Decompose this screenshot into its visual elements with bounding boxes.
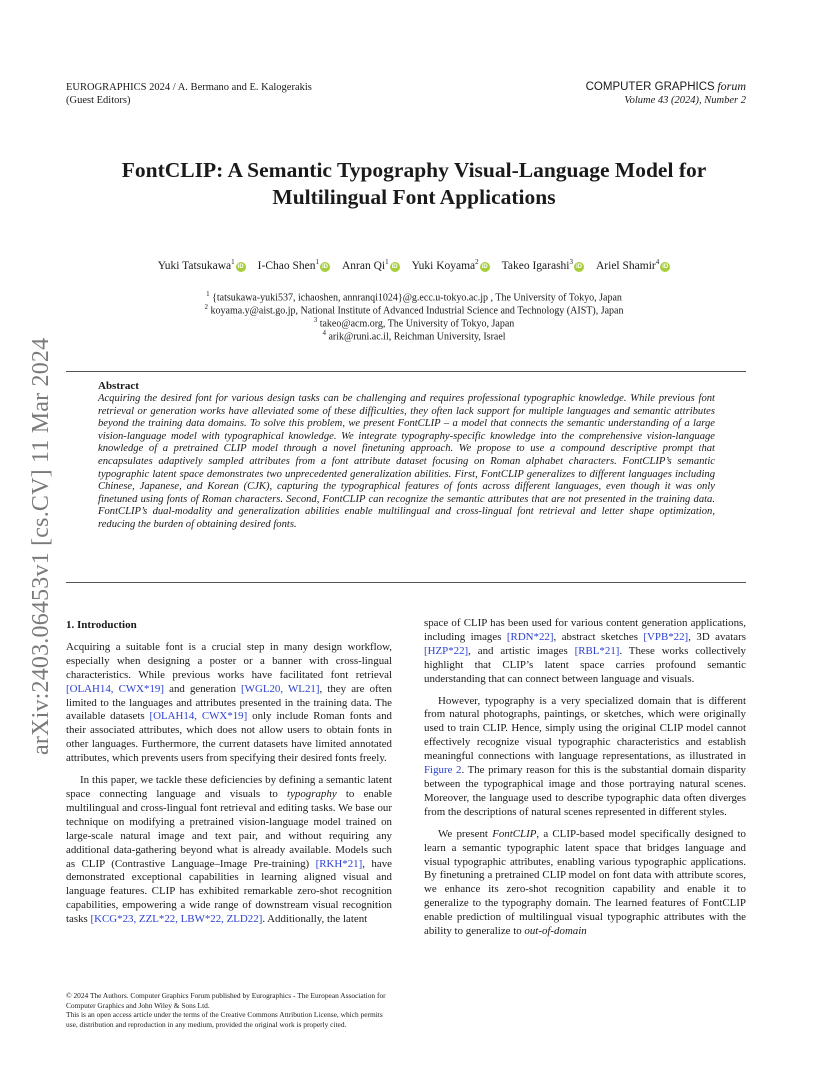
intro-paragraph-3 [424,617,746,687]
body-text: , and artistic images [468,644,575,657]
copyright-footnote [66,991,392,1029]
intro-paragraph-5 [424,828,746,939]
orcid-icon[interactable]: iD [481,263,488,270]
author [258,260,330,272]
volume-line: Volume 43 (2024), Number 2 [624,95,746,106]
affiliation-number: 4 [322,329,326,337]
author [158,260,246,272]
citation-link[interactable]: [KCG*23, ZZL*22, LBW*22, ZLD22] [90,913,263,926]
author-name: I-Chao Shen [257,259,316,272]
citation-link[interactable]: [OLAH14, CWX*19] [66,682,164,695]
body-text: , they are often limited to the languages and attributes presented in the training data. The available datasets [66,682,392,723]
body-text: . The primary reason for this is the substantial domain disparity between the typographical image and those portraying natural scenes. Moreover, the language used to describe typographic data often diverges from the descriptions of natural scenes represented in different styles. [424,764,746,818]
citation-link[interactable]: [WGL20, WL21] [241,682,320,695]
body-text: , abstract sketches [553,630,644,643]
body-text: , have demonstrated exceptional capabilities in learning aligned visual and language features. CLIP has exhibited remarkable zero-shot recognition capabilities, empowering a wide range of downstream visual recognition tasks [66,857,392,926]
emphasized-text: typography [287,787,337,800]
body-text: Acquiring a suitable font is a crucial step in many design workflow, especially when designing a poster or a banner with cross-lingual characteristics. While previous works have facilitated font retrieval [66,640,392,681]
affiliation-number: 3 [313,316,318,324]
author [596,260,670,272]
body-text: space of CLIP has been used for various content generation applications, including images [424,617,746,643]
journal-name: COMPUTER GRAPHICS forum [585,79,746,93]
arxiv-identifier: arXiv:2403.06453v1 [cs.CV] 11 Mar 2024 [28,337,54,755]
abstract-top-rule [66,371,746,372]
citation-link[interactable]: Figure 2 [424,764,462,777]
author-name: Yuki Koyama [411,259,476,272]
affiliation-line [60,327,768,343]
running-header-right [586,80,746,107]
orcid-icon[interactable]: iD [662,263,669,270]
arxiv-side-stamp [26,285,52,755]
intro-paragraph-1 [66,641,392,766]
body-text: . These works collectively highlight that CLIP’s latent space carries profound semantic understanding that can connect between language and visuals. [424,644,746,685]
body-text: . Additionally, the latent [262,913,368,926]
intro-paragraph-2 [66,774,392,927]
body-text: , 3D avatars [688,630,746,643]
affiliation-marker: 2 [475,258,479,266]
body-text: to enable multilingual and cross-lingual font retrieval and editing tasks. We base our technique on modifying a pretrained vision-language model trained on large-scale natural image and text pair, and without requiring any additional data-gathering beyond what is already available. Models such as CLIP (Contrastive Language–Image Pre-training) [66,787,392,870]
license-line: This is an open access article under the terms of the Creative Commons Attribution License, which permits use, distribution and reproduction in any medium, provided the original work is properly cited. [66,1010,383,1029]
paper-title: FontCLIP: A Semantic Typography Visual-Language Model for Multilingual Font Applications [121,158,707,209]
affiliation-text: {tatsukawa-yuki537, ichaoshen, annranqi1024}@g.ecc.u-tokyo.ac.jp , The University of Tokyo, Japan [209,292,622,304]
right-column [424,617,746,947]
affiliation-marker: 1 [315,258,319,266]
citation-link[interactable]: [OLAH14, CWX*19] [149,710,248,723]
affiliation-text: arik@runi.ac.il, Reichman University, Israel [325,331,506,343]
conference-line: EUROGRAPHICS 2024 / A. Bermano and E. Kalogerakis [66,82,312,93]
emphasized-text: FontCLIP [492,827,537,840]
affiliation-marker: 3 [569,258,573,266]
author-name: Yuki Tatsukawa [157,259,232,272]
affiliation-marker: 1 [385,258,389,266]
affiliation-marker: 1 [231,258,235,266]
author-name: Ariel Shamir [596,259,656,272]
orcid-icon[interactable]: iD [321,263,328,270]
abstract-bottom-rule [66,582,746,583]
body-text: In this paper, we tackle these deficiencies by defining a semantic latent space connecting language and visuals to [66,774,392,800]
abstract-text: Acquiring the desired font for various design tasks can be challenging and requires professional typographic knowledge. While previous font retrieval or generation works have alleviated some of these difficulties, they often lack support for multiple languages and semantic attributes beyond the training data domains. To solve this problem, we present FontCLIP – a model that connects the semantic understanding of a large vision-language model with typographical knowledge. We integrate typography-specific knowledge into the comprehensive vision-language knowledge of a pretrained CLIP model through a novel finetuning approach. We propose to use a compound descriptive prompt that encapsulates adaptively sampled attributes from a font attribute dataset focusing on Roman alphabet characters. FontCLIP’s semantic typographic latent space demonstrates two unprecedented generalization abilities. First, FontCLIP generalizes to different languages including Chinese, Japanese, and Korean (CJK), capturing the typographical features of fonts across different languages, even though it was only finetuned using fonts of Roman characters. Second, FontCLIP can recognize the semantic attributes that are not presented in the training data. FontCLIP’s dual-modality and generalization abilities enable multilingual and cross-lingual font retrieval and letter shape optimization, reducing the burden of obtaining desired fonts. [98,393,715,530]
citation-link[interactable]: [RKH*21] [315,857,363,870]
affiliation-marker: 4 [655,258,660,266]
body-text: , a CLIP-based model specifically designed to learn a semantic typographic latent space that bridges language and visual typographic attributes, enabling various typographic applications. By finetuning a pretrained CLIP model on font data with attribute scores, we enhance its zero-shot recognition capability and enable it to generalize to the typography domain. The learned features of FontCLIP enable prediction of multilingual visual typographic attributes with the ability to generalize to [424,827,747,938]
author [412,260,490,272]
orcid-icon[interactable]: iD [391,263,398,270]
affiliation-text: takeo@acm.org, The University of Tokyo, Japan [317,318,515,330]
abstract-heading: Abstract [98,380,139,392]
author [502,260,584,272]
author-list [60,258,768,272]
citation-link[interactable]: [RBL*21] [574,644,620,657]
author [342,260,400,272]
affiliation-text: koyama.y@aist.go.jp, National Institute of Advanced Industrial Science and Technology (AIST), Japan [208,305,624,317]
orcid-icon[interactable]: iD [576,263,582,270]
left-column [66,619,392,935]
intro-paragraph-4 [424,695,746,820]
running-header-left [66,81,312,107]
author-name: Anran Qi [341,259,386,272]
citation-link[interactable]: [VPB*22] [643,630,689,643]
author-name: Takeo Igarashi [501,259,570,272]
citation-link[interactable]: [RDN*22] [506,630,554,643]
body-text: only include Roman fonts and their associated attributes, which does not allow users to obtain fonts in other languages. Furthermore, the current datasets have limited annotated attributes, which prevents users from specifying their desired fonts freely. [66,710,392,765]
body-text: We present [438,827,493,840]
copyright-line: © 2024 The Authors. Computer Graphics Forum published by Eurographics - The European Association for Computer Graphics and John Wiley & Sons Ltd. [66,991,386,1010]
affiliation-number: 2 [204,303,209,311]
section-heading: 1. Introduction [66,619,137,631]
citation-link[interactable]: [HZP*22] [424,644,469,657]
body-text: However, typography is a very specialized domain that is different from natural photographs, paintings, or sketches, which were originally used to train CLIP. Hence, simply using the original CLIP model cannot effectively recognize visual typographic characteristics and establish meaningful connections with language representations, as illustrated in [424,694,746,763]
emphasized-text: out-of-domain [524,925,587,938]
body-text: and generation [163,682,242,695]
orcid-icon[interactable]: iD [237,263,244,270]
guest-editors-line: (Guest Editors) [66,95,131,106]
affiliation-number: 1 [206,290,210,298]
